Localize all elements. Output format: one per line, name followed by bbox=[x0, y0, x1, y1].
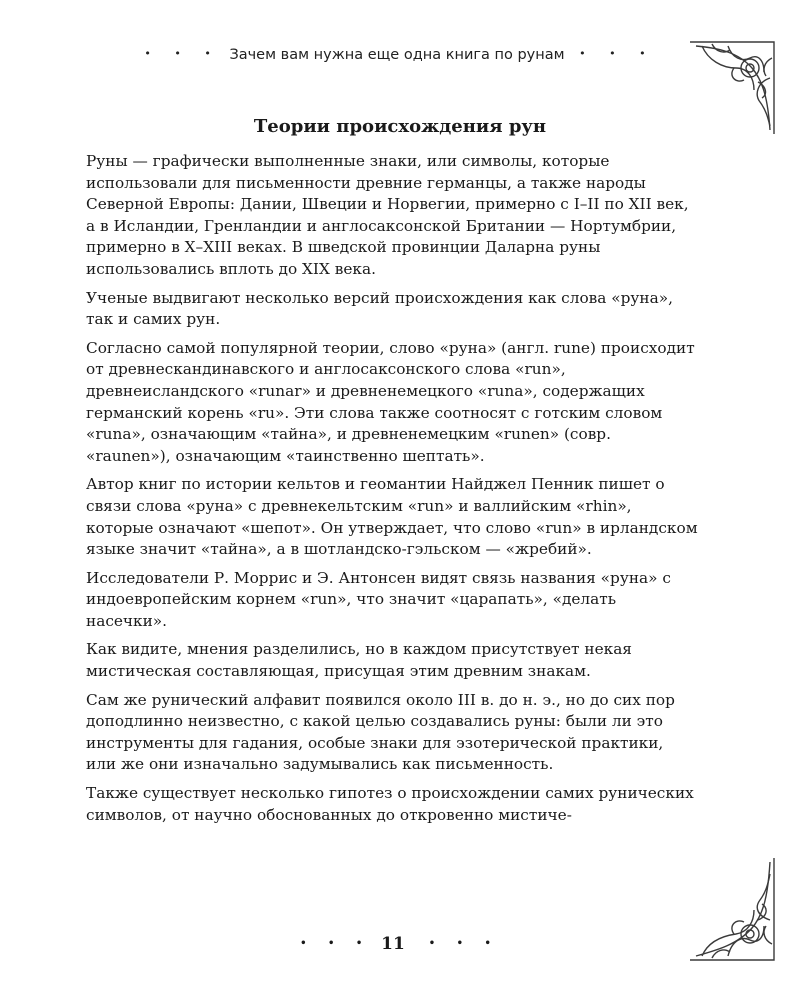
header-dots-right: • • • bbox=[579, 47, 656, 60]
page-number: 11 bbox=[381, 934, 405, 954]
section-title: Теории происхождения рун bbox=[253, 116, 547, 137]
header-text: Зачем вам нужна еще одна книга по рунам bbox=[229, 47, 565, 63]
header-dots-left: • • • bbox=[144, 47, 221, 60]
paragraph: Руны — графически выполненные знаки, или символы, которые использовали для письменности древние германцы, а также народы Северной Европы: Дании, Швеции и Норвегии, примерно с I–II по XII век, а в Исландии, Гренландии и англосаксонской Британии — Нортумбрии, примерно в X–XIII веках. В шведской провинции Даларна руны использовались вплоть до XIX века. bbox=[86, 152, 689, 278]
paragraph: Ученые выдвигают несколько версий происхождения как слова «руна», так и самих рун. bbox=[86, 288, 673, 329]
footer-dots-left: • • • bbox=[300, 938, 372, 949]
paragraph: Автор книг по истории кельтов и геомантии Найджел Пенник пишет о связи слова «руна» с древнекельтским «run» и валлийским «rhin», которые означают «шепот». Он утверждает, что слово «run» в ирландском языке значит «тайна», а в шотландско-гэльском — «жребий». bbox=[86, 475, 698, 559]
footer-dots-right: • • • bbox=[428, 938, 500, 949]
paragraph: Как видите, мнения разделились, но в каждом присутствует некая мистическая составляющая, присущая этим древним знакам. bbox=[86, 640, 632, 681]
paragraph: Согласно самой популярной теории, слово «руна» (англ. rune) происходит от древнескандинавского и англосаксонского слова «run», древнеисландского «runar» и древненемецкого «runa», содержащих германский корень «ru». Эти слова также соотносят с готским словом «runa», означающим «тайна», и древненемецким «runen» (совр. «raunen»), означающим «таинственно шептать». bbox=[86, 338, 695, 465]
page-footer bbox=[0, 934, 800, 954]
paragraph: Также существует несколько гипотез о происхождении самих рунических символов, от научно обоснованных до откровенно мистиче- bbox=[86, 784, 694, 824]
paragraph: Исследователи Р. Моррис и Э. Антонсен видят связь названия «руна» с индоевропейским корнем «run», что значит «царапать», «делать насечки». bbox=[86, 568, 671, 630]
body-text bbox=[86, 151, 698, 826]
paragraph: Сам же рунический алфавит появился около III в. до н. э., но до сих пор доподлинно неизвестно, с какой целью создавались руны: были ли это инструменты для гадания, особые знаки для эзотерической практики, или же они изначально задумывались как письменность. bbox=[86, 690, 675, 774]
running-header bbox=[0, 47, 800, 63]
